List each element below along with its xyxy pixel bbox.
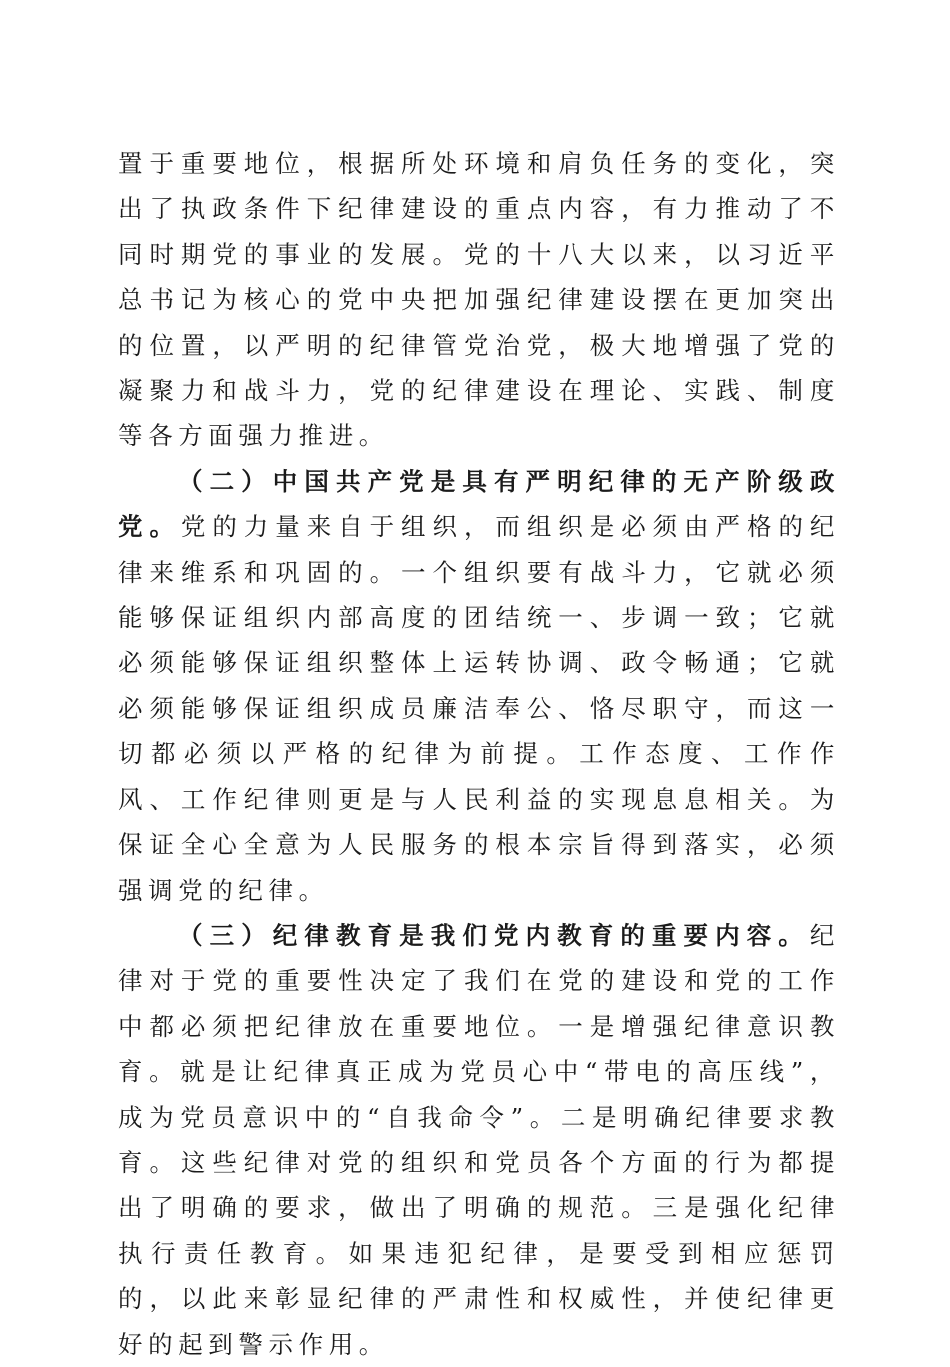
paragraph-continuation bbox=[118, 141, 840, 459]
section-heading: （三）纪律教育是我们党内教育的重要内容。 bbox=[178, 920, 810, 950]
paragraph-text: 纪律对于党的重要性决定了我们在党的建设和党的工作中都必须把纪律放在重要地位。一是增强纪律意识教育。就是让纪律真正成为党员心中“带电的高压线”，成为党员意识中的“自我命令”。二是明确纪律要求教育。这些纪律对党的组织和党员各个方面的行为都提出了明确的要求，做出了明确的规范。三是强化纪律执行责任教育。如果违犯纪律，是要受到相应惩罚的，以此来彰显纪律的严肃性和权威性，并使纪律更好的起到警示作用。 bbox=[118, 920, 840, 1359]
paragraph-text: 置于重要地位，根据所处环境和肩负任务的变化，突出了执政条件下纪律建设的重点内容，有力推动了不同时期党的事业的发展。党的十八大以来，以习近平总书记为核心的党中央把加强纪律建设摆在更加突出的位置，以严明的纪律管党治党，极大地增强了党的凝聚力和战斗力，党的纪律建设在理论、实践、制度等各方面强力推进。 bbox=[118, 149, 840, 451]
paragraph-section-3 bbox=[118, 913, 840, 1367]
section-heading: （二）中国共产党是具有严明纪律的无产阶级政党。 bbox=[118, 466, 840, 542]
paragraph-text: 党的力量来自于组织，而组织是必须由严格的纪律来维系和巩固的。一个组织要有战斗力，它就必须能够保证组织内部高度的团结统一、步调一致；它就必须能够保证组织整体上运转协调、政令畅通；它就必须能够保证组织成员廉洁奉公、恪尽职守，而这一切都必须以严格的纪律为前提。工作态度、工作作风、工作纪律则更是与人民利益的实现息息相关。为保证全心全意为人民服务的根本宗旨得到落实，必须强调党的纪律。 bbox=[118, 512, 840, 905]
paragraph-section-2 bbox=[118, 459, 840, 913]
document-page bbox=[118, 141, 840, 1367]
